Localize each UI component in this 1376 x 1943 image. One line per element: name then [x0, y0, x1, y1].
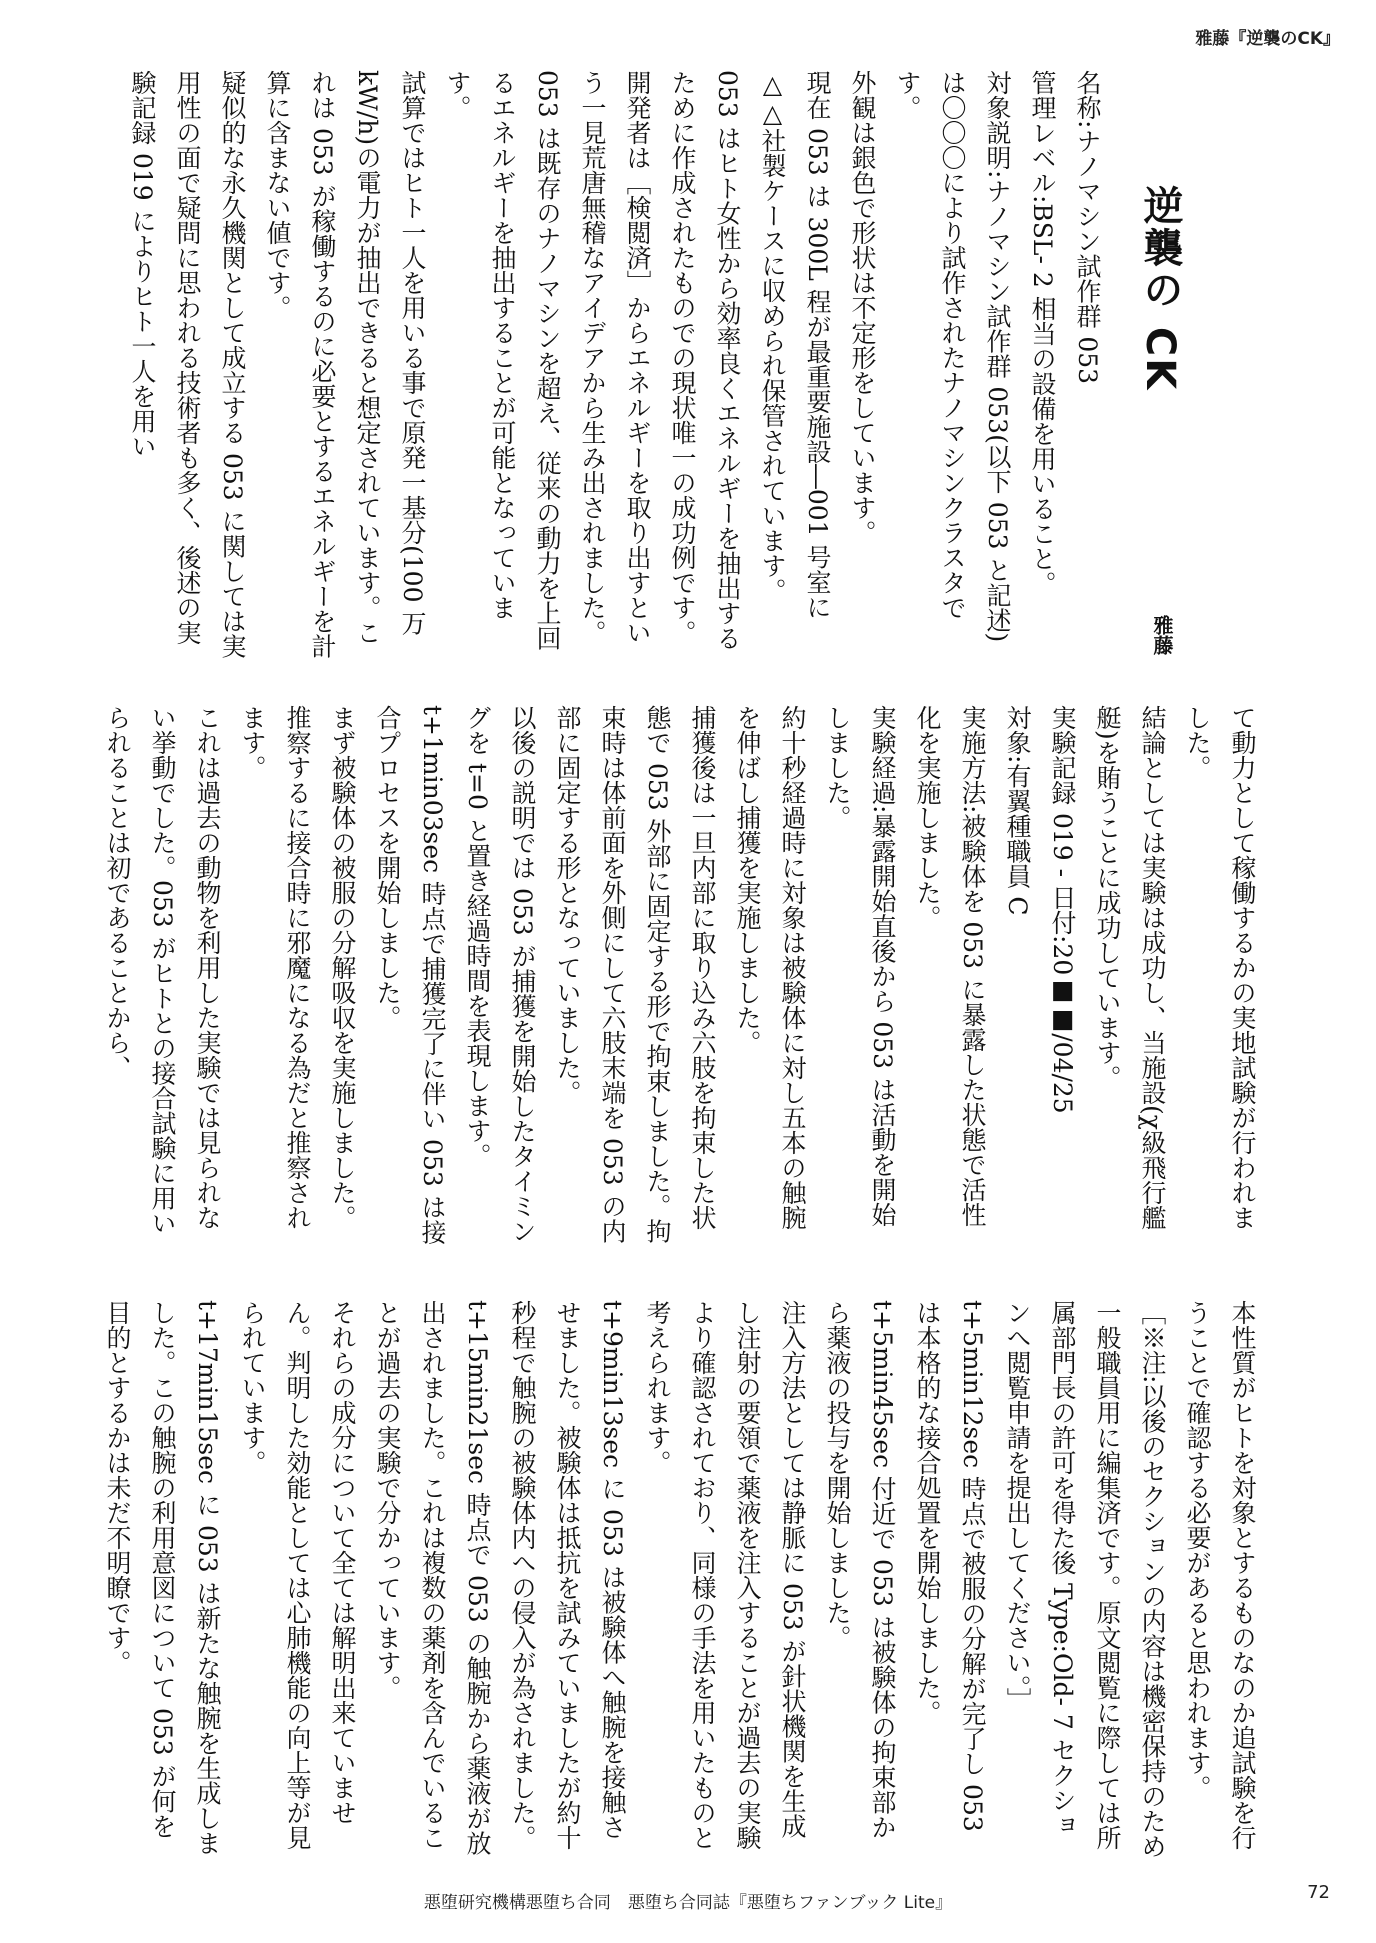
- paragraph: t+17min15sec に 053 は新たな触腕を生成しました。この触腕の利用意図について 053 が何を目的とするかは未だ不明瞭です。: [103, 1300, 222, 1856]
- paragraph: t+1min03sec 時点で捕獲完了に伴い 053 は接合プロセスを開始しました。: [373, 705, 447, 1245]
- text-tier-middle: [103, 705, 1265, 1250]
- paragraph: 開発者は［検閲済］からエネルギーを取り出すという一見荒唐無稽なアイデアから生み出されました。: [578, 70, 652, 645]
- paragraph: t+5min45sec 付近で 053 は被験体の拘束部から薬液の投与を開始しました。: [823, 1300, 897, 1840]
- paragraph: それらの成分について全ては解明出来ていません。判明した効能としては心肺機能の向上等が見られています。: [238, 1300, 357, 1850]
- paragraph: 以後の説明では 053 が捕獲を開始したタイミングを t=0 と置き経過時間を表現します。: [463, 705, 537, 1244]
- article-title: 逆襲の CK: [1137, 185, 1183, 392]
- page-number: 72: [1307, 1882, 1330, 1903]
- paragraph: まず被験体の被服の分解吸収を実施しました。推察するに接合時に邪魔になる為だと推察されます。: [238, 705, 357, 1230]
- text-tier-top: [120, 70, 1110, 660]
- paragraph: 現在 053 は 300L 程が最重要施設―001 号室に△△社製ケースに収められ保管されています。: [758, 70, 832, 620]
- running-header: 雅藤『逆襲のCK』: [1195, 29, 1340, 49]
- paragraph: 注入方法としては静脈に 053 が針状機関を生成し注射の要領で薬液を注入することが過去の実験より確認されており、同様の手法を用いたものと考えられます。: [643, 1300, 807, 1850]
- paragraph: 対象:有翼種職員 C: [1003, 705, 1032, 916]
- paragraph: t+9min13sec に 053 は被験体へ触腕を接触させました。被験体は抵抗を試みていましたが約十秒程で触腕の被験体内への侵入が為されました。: [508, 1300, 627, 1850]
- paragraph: 名称:ナノマシン試作群 053: [1073, 70, 1102, 385]
- paragraph: t+15min21sec 時点で 053 の触腕から薬液が放出されました。これは複数の薬剤を含んでいることが過去の実験で分かっています。: [373, 1300, 492, 1856]
- paragraph: 053 は既存のナノマシンを超え、従来の動力を上回るエネルギーを抽出することが可能となっています。: [443, 70, 562, 651]
- paragraph: 実験経過:暴露開始直後から 053 は活動を開始しました。: [823, 705, 897, 1228]
- paragraph: 試算ではヒト一人を用いる事で原発一基分(100 万 kW/h)の電力が抽出できると想定されています。これは 053 が稼働するのに必要とするエネルギーを計算に含まない値です。: [263, 70, 427, 659]
- footer-credit: 悪堕研究機構悪堕ち合同 悪堕ち合同誌『悪堕ちファンブック Lite』: [423, 1893, 953, 1913]
- paragraph: 実験記録 019 - 日付:20■■/04/25: [1048, 705, 1077, 1114]
- paragraph: 約十秒経過時に対象は被験体に対し五本の触腕を伸ばし捕獲を実施しました。: [733, 705, 807, 1230]
- paragraph: 対象説明:ナノマシン試作群 053(以下 053 と記述)は〇〇〇により試作されたナノマシンクラスタです。: [893, 70, 1012, 643]
- paragraph: 本性質がヒトを対象とするものなのか追試験を行うことで確認する必要があると思われます。: [1183, 1300, 1257, 1850]
- paragraph: t+5min12sec 時点で被服の分解が完了し 053 は本格的な接合処置を開始しました。: [913, 1300, 987, 1832]
- paragraph: 管理レベル:BSL- 2 相当の設備を用いること。: [1028, 70, 1057, 596]
- paragraph: 053 はヒト女性から効率良くエネルギーを抽出するために作成されたものでの現状唯一の成功例です。: [668, 70, 742, 651]
- paragraph: て動力として稼働するかの実地試験が行われました。: [1183, 705, 1257, 1230]
- paragraph: 外観は銀色で形状は不定形をしています。: [848, 70, 877, 545]
- paragraph: ［※注:以後のセクションの内容は機密保持のため一般職員用に編集済です。原文閲覧に際しては所属部門長の許可を得た後 Type:Old- 7 セクションへ閲覧申請を提出してください。］: [1003, 1300, 1167, 1859]
- paragraph: 結論としては実験は成功し、当施設(χ級飛行艦艇)を賄うことに成功しています。: [1093, 705, 1167, 1230]
- title-block: [1112, 185, 1202, 655]
- author-name: 雅藤: [1150, 615, 1174, 655]
- paragraph: 実施方法:被験体を 053 に暴露した状態で活性化を実施しました。: [913, 705, 987, 1228]
- paragraph: 捕獲後は一旦内部に取り込み六肢を拘束した状態で 053 外部に固定する形で拘束しました。拘束時は体前面を外側にして六肢末端を 053 の内部に固定する形となっていました。: [553, 705, 717, 1244]
- text-tier-bottom: [103, 1300, 1265, 1860]
- paragraph: これは過去の動物を利用した実験では見られない挙動でした。053 がヒトとの接合試験に用いられることは初であることから、: [103, 705, 222, 1236]
- paragraph: 疑似的な永久機関として成立する 053 に関しては実用性の面で疑問に思われる技術者も多く、後述の実験記録 019 によりヒト一人を用い: [128, 70, 247, 659]
